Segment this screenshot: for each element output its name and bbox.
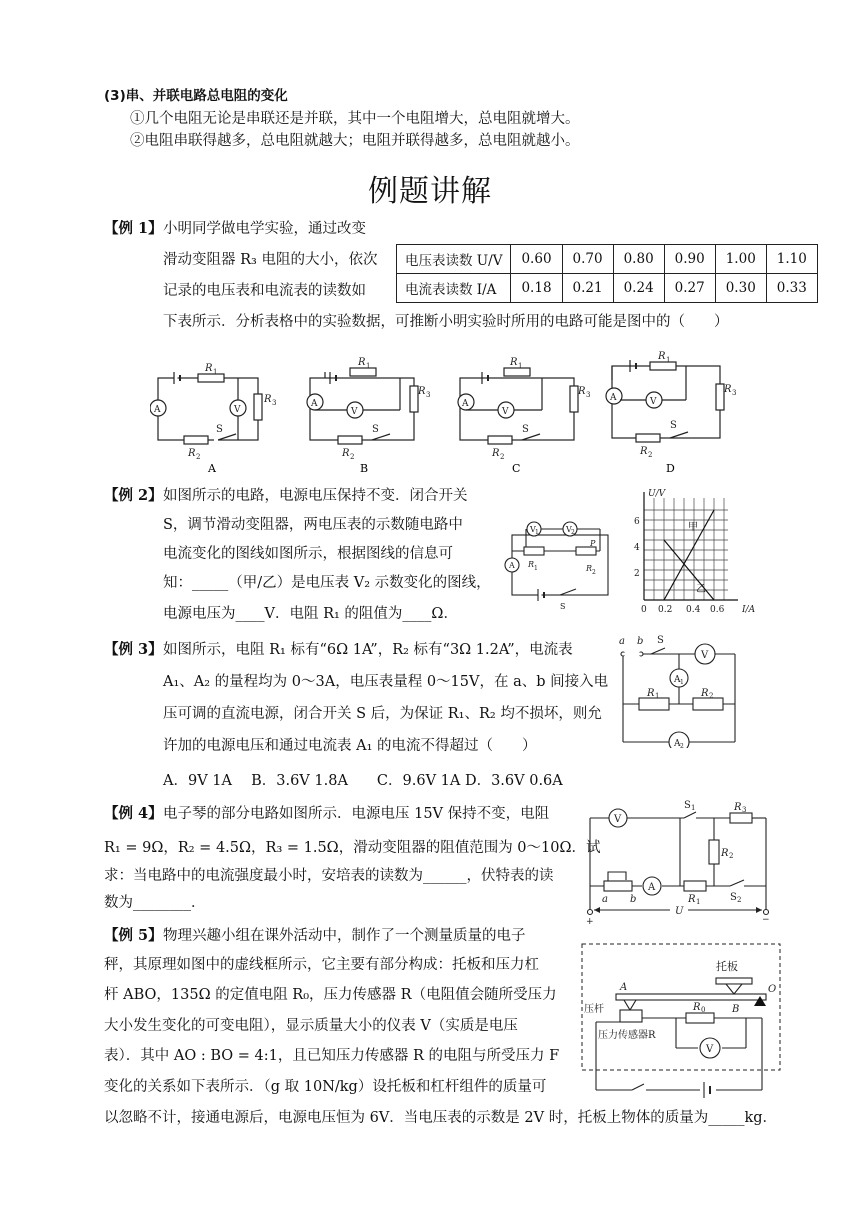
ex2-circuit xyxy=(500,515,618,613)
svg-text:S: S xyxy=(730,892,737,903)
ex4-line-4: 数为________． xyxy=(104,895,206,911)
ex4-circuit xyxy=(580,798,776,924)
ex3-circuit xyxy=(615,632,751,748)
svg-text:A: A xyxy=(674,739,681,748)
svg-text:V: V xyxy=(351,407,358,417)
graph-ylabel: U/V xyxy=(648,489,666,499)
svg-text:V: V xyxy=(614,814,622,825)
table-cell: 0.33 xyxy=(766,274,817,303)
ex5-line-1: 物理兴趣小组在课外活动中，制作了一个测量质量的电子 xyxy=(163,928,526,944)
ex5-circuit xyxy=(576,940,784,1100)
ex2-graph xyxy=(630,488,766,618)
svg-text:2: 2 xyxy=(709,692,714,700)
ex5-line-6: 变化的关系如下表所示．（g 取 10N/kg）设托板和杠杆组件的质量可 xyxy=(104,1079,547,1095)
svg-text:R: R xyxy=(688,894,696,905)
svg-text:3: 3 xyxy=(742,806,747,814)
svg-text:S: S xyxy=(560,602,566,611)
table-cell: 0.60 xyxy=(511,245,562,274)
ex3-tag: 【例 3】 xyxy=(104,641,163,658)
table-cell: 0.70 xyxy=(562,245,613,274)
svg-text:R: R xyxy=(492,448,500,459)
page-title: 例题讲解 xyxy=(368,174,492,209)
svg-text:R: R xyxy=(724,384,732,395)
svg-text:R: R xyxy=(418,386,426,397)
svg-text:R: R xyxy=(734,802,742,813)
ex5-tag: 【例 5】 xyxy=(104,927,163,944)
ex3-choices: A．9V 1A B．3.6V 1.8A C．9.6V 1A D．3.6V 0.6A xyxy=(163,773,563,789)
svg-text:R: R xyxy=(578,386,586,397)
svg-text:V: V xyxy=(706,1044,714,1055)
ex2-line-1: 如图所示的电路，电源电压保持不变．闭合开关 xyxy=(163,488,468,504)
svg-text:1: 1 xyxy=(696,898,701,906)
ex3-line-3: 压可调的直流电源，闭合开关 S 后，为保证 R₁、R₂ 均不损坏，则允 xyxy=(163,706,602,722)
svg-text:3: 3 xyxy=(586,391,591,399)
svg-text:R: R xyxy=(721,848,729,859)
ex5-lever-label: 压杆 xyxy=(584,1004,604,1015)
section-heading: (3)串、并联电路总电阻的变化 xyxy=(104,88,288,104)
ex5-line-2: 秤，其原理如图中的虚线框所示，它主要有部分构成：托板和压力杠 xyxy=(104,957,539,973)
svg-text:R: R xyxy=(693,1002,701,1013)
section-point-1: ①几个电阻无论是串联还是并联，其中一个电阻增大，总电阻就增大。 xyxy=(130,111,580,127)
svg-text:b: b xyxy=(630,894,637,905)
svg-text:0: 0 xyxy=(701,1006,706,1014)
section-point-2: ②电阻串联得越多，总电阻就越大；电阻并联得越多，总电阻就越小。 xyxy=(130,133,580,149)
ex1-line-2: 滑动变阻器 R₃ 电阻的大小，依次 xyxy=(163,252,378,268)
svg-text:S: S xyxy=(684,800,691,811)
svg-text:V: V xyxy=(650,397,657,407)
svg-text:S: S xyxy=(372,424,379,435)
table-cell: 1.10 xyxy=(766,245,817,274)
svg-text:1: 1 xyxy=(366,362,371,370)
ex2-line-5: 电源电压为____V．电阻 R₁ 的阻值为____Ω． xyxy=(163,606,458,622)
svg-text:2: 2 xyxy=(737,896,742,904)
svg-text:U: U xyxy=(675,906,684,917)
graph-xlabel: I/A xyxy=(742,605,756,615)
ex5-sensor-label: 压力传感器R xyxy=(598,1030,656,1041)
svg-text:1: 1 xyxy=(666,356,671,364)
svg-text:1: 1 xyxy=(680,679,684,686)
ex5-line-3: 杆 ABO，135Ω 的定值电阻 R₀，压力传感器 R（电阻值会随所受压力 xyxy=(104,987,557,1003)
svg-text:R: R xyxy=(342,448,350,459)
table-cell: 0.30 xyxy=(715,274,766,303)
table-row-label: 电压表读数 U/V xyxy=(397,245,511,274)
svg-text:S: S xyxy=(522,424,529,435)
svg-text:A: A xyxy=(154,405,161,415)
ex3-line-4: 许加的电源电压和通过电流表 A₁ 的电流不得超过（ ） xyxy=(163,738,537,754)
svg-text:V: V xyxy=(234,405,241,415)
svg-text:a: a xyxy=(602,894,608,905)
svg-text:1: 1 xyxy=(655,692,660,700)
table-cell: 1.00 xyxy=(715,245,766,274)
table-cell: 0.21 xyxy=(562,274,613,303)
graph-xtick: 0.2 xyxy=(658,605,673,615)
option-label: A xyxy=(208,462,216,475)
svg-text:1: 1 xyxy=(213,368,218,376)
svg-text:R: R xyxy=(647,688,655,699)
svg-text:R: R xyxy=(264,394,272,405)
svg-text:R: R xyxy=(658,351,666,362)
ex4-line-1: 电子琴的部分电路如图所示．电源电压 15V 保持不变，电阻 xyxy=(163,806,550,822)
svg-text:V: V xyxy=(502,407,509,417)
svg-text:R: R xyxy=(188,448,196,459)
svg-text:−: − xyxy=(762,915,770,924)
svg-text:R: R xyxy=(701,688,709,699)
svg-text:R: R xyxy=(528,560,535,569)
ex1-circuit-options xyxy=(150,350,750,475)
svg-text:A: A xyxy=(462,399,469,409)
table-cell: 0.18 xyxy=(511,274,562,303)
table-row-label: 电流表读数 I/A xyxy=(397,274,511,303)
svg-text:V: V xyxy=(530,525,536,534)
svg-text:2: 2 xyxy=(500,453,505,461)
svg-text:1: 1 xyxy=(534,565,538,572)
svg-text:2: 2 xyxy=(729,852,734,860)
svg-text:A: A xyxy=(610,393,617,403)
ex4-line-3: 求：当电路中的电流强度最小时，安培表的读数为______，伏特表的读 xyxy=(104,868,554,884)
ex3-line-1: 如图所示，电阻 R₁ 标有“6Ω 1A”，R₂ 标有“3Ω 1.2A”，电流表 xyxy=(163,642,573,658)
table-cell: 0.90 xyxy=(664,245,715,274)
svg-text:2: 2 xyxy=(648,451,653,459)
svg-text:3: 3 xyxy=(272,399,277,407)
svg-text:O: O xyxy=(768,984,777,995)
ex5-line-5: 表）．其中 AO : BO = 4:1，且已知压力传感器 R 的电阻与所受压力 F xyxy=(104,1048,560,1064)
svg-text:R: R xyxy=(358,357,366,368)
svg-text:2: 2 xyxy=(571,529,575,536)
svg-text:V: V xyxy=(701,650,709,661)
option-label: B xyxy=(360,462,369,475)
ex2-tag: 【例 2】 xyxy=(104,487,163,504)
graph-ytick: 2 xyxy=(634,569,640,579)
svg-text:b: b xyxy=(637,636,644,647)
svg-text:2: 2 xyxy=(196,453,201,461)
ex5-line-7: 以忽略不计，接通电源后，电源电压恒为 6V．当电压表的示数是 2V 时，托板上物体的质量为_____kg． xyxy=(104,1110,778,1126)
svg-text:1: 1 xyxy=(535,529,539,536)
svg-text:R: R xyxy=(586,564,593,573)
ex5-tray-label: 托板 xyxy=(716,960,738,973)
ex4-line-2: R₁ = 9Ω，R₂ = 4.5Ω，R₃ = 1.5Ω，滑动变阻器的阻值范围为 0～10Ω．试 xyxy=(104,840,601,856)
table-cell: 0.80 xyxy=(613,245,664,274)
ex5-line-4: 大小发生变化的可变电阻），显示质量大小的仪表 V（实质是电压 xyxy=(104,1018,518,1034)
svg-text:P: P xyxy=(590,539,596,548)
graph-line-label: 乙 xyxy=(696,584,706,595)
svg-text:a: a xyxy=(619,636,625,647)
graph-xtick: 0.6 xyxy=(710,605,725,615)
ex1-line-3: 记录的电压表和电流表的读数如 xyxy=(163,283,366,299)
svg-text:S: S xyxy=(670,420,677,431)
svg-text:A: A xyxy=(648,882,656,893)
ex2-line-3: 电流变化的图线如图所示，根据图线的信息可 xyxy=(163,546,453,562)
svg-text:2: 2 xyxy=(592,569,596,576)
graph-xtick: 0 xyxy=(641,605,647,615)
table-row xyxy=(397,274,818,303)
option-label: D xyxy=(666,462,675,475)
table-cell: 0.27 xyxy=(664,274,715,303)
svg-text:A: A xyxy=(509,561,515,570)
svg-text:2: 2 xyxy=(350,453,355,461)
ex4-tag: 【例 4】 xyxy=(104,805,163,822)
svg-text:V: V xyxy=(566,525,572,534)
ex3-line-2: A₁、A₂ 的量程均为 0～3A，电压表量程 0～15V，在 a、b 间接入电 xyxy=(163,674,609,690)
ex1-tag: 【例 1】 xyxy=(104,220,163,237)
svg-text:A: A xyxy=(674,675,681,685)
svg-text:1: 1 xyxy=(518,362,523,370)
graph-xtick: 0.4 xyxy=(686,605,701,615)
graph-ytick: 4 xyxy=(634,543,640,553)
table-cell: 0.24 xyxy=(613,274,664,303)
svg-text:3: 3 xyxy=(426,391,431,399)
ex1-line-1: 小明同学做电学实验，通过改变 xyxy=(163,221,366,237)
ex2-line-4: 知：_____（甲/乙）是电压表 V₂ 示数变化的图线， xyxy=(163,575,491,591)
svg-text:B: B xyxy=(732,1004,740,1015)
svg-text:3: 3 xyxy=(732,389,737,397)
svg-text:2: 2 xyxy=(680,743,684,748)
svg-text:A: A xyxy=(311,399,318,409)
svg-text:R: R xyxy=(205,363,213,374)
graph-ytick: 6 xyxy=(634,517,640,527)
graph-line-label: 甲 xyxy=(688,522,698,533)
option-label: C xyxy=(512,462,521,475)
ex2-line-2: S，调节滑动变阻器，两电压表的示数随电路中 xyxy=(163,517,463,533)
svg-text:+: + xyxy=(586,917,594,924)
table-row xyxy=(397,245,818,274)
svg-text:R: R xyxy=(510,357,518,368)
svg-text:1: 1 xyxy=(691,804,696,812)
svg-text:A: A xyxy=(620,982,628,993)
svg-text:R: R xyxy=(640,446,648,457)
svg-text:S: S xyxy=(216,424,223,435)
ex1-line-4: 下表所示．分析表格中的实验数据，可推断小明实验时所用的电路可能是图中的（ ） xyxy=(163,314,729,330)
svg-text:S: S xyxy=(657,635,664,646)
ex1-data-table xyxy=(396,244,818,303)
